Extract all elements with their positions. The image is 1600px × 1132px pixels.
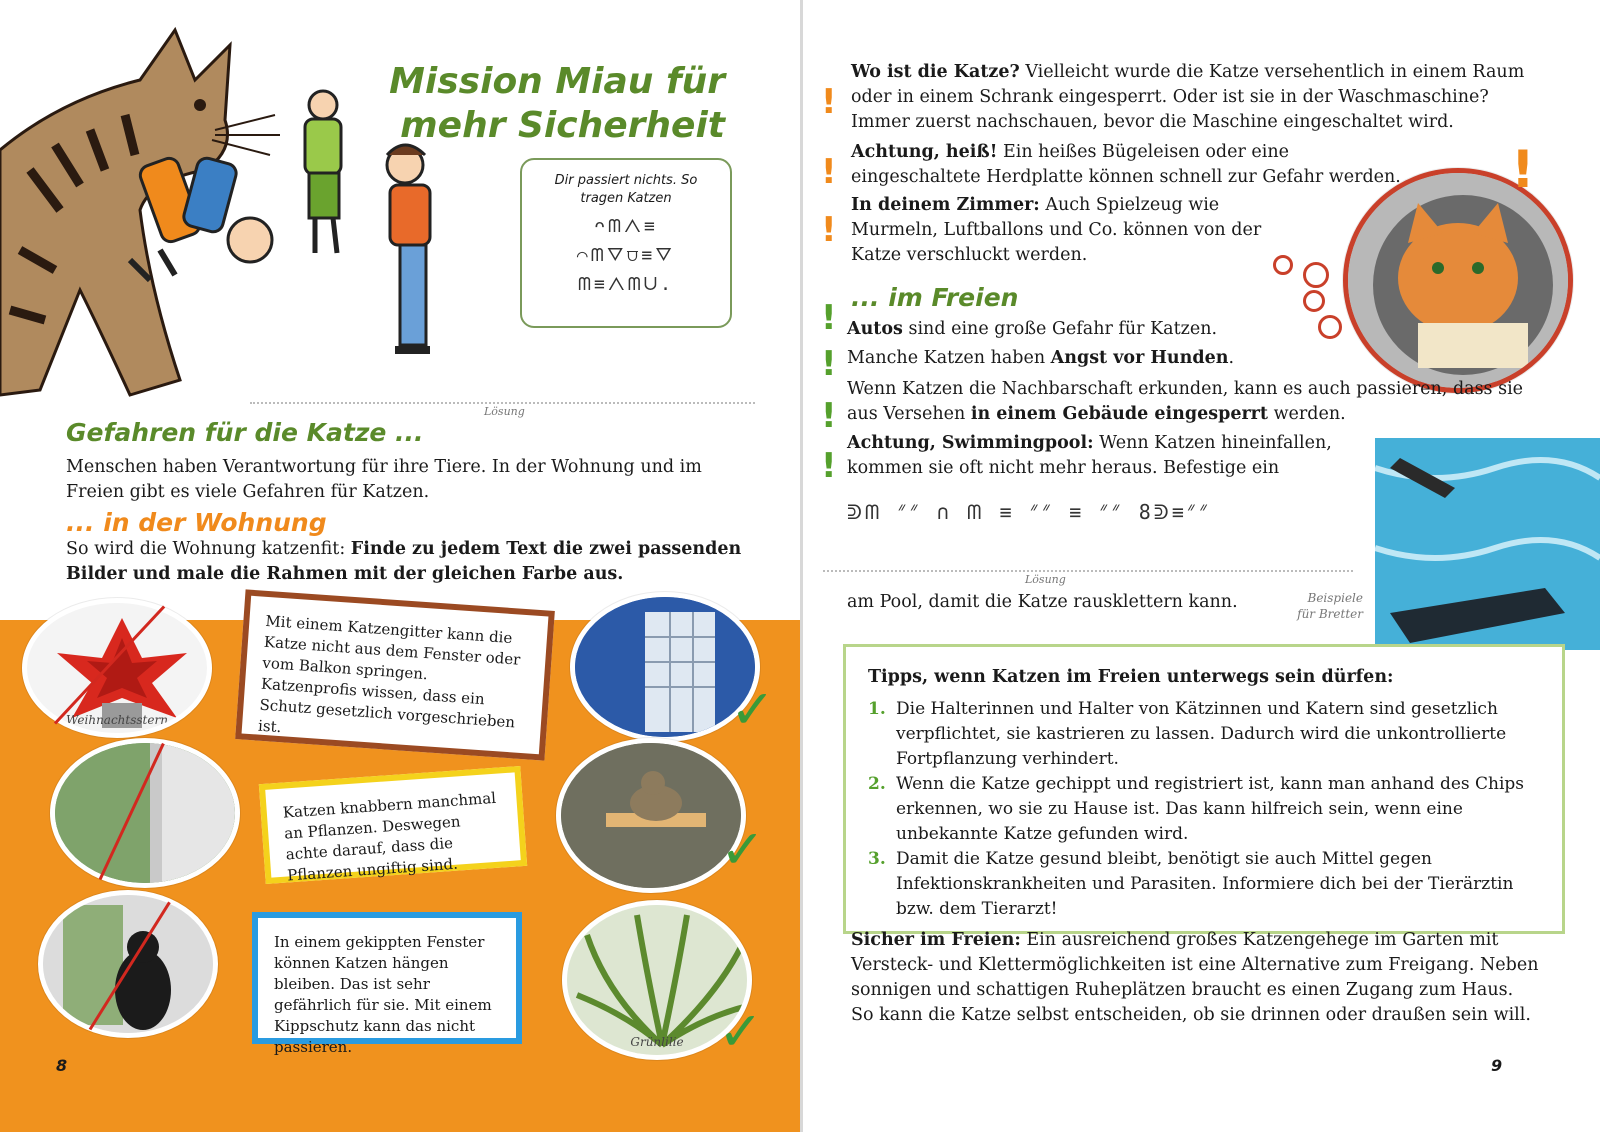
card-cat-net[interactable]	[235, 589, 555, 760]
pool-end-text: am Pool, damit die Katze rausklettern kann.	[847, 592, 1238, 612]
card-tilt-window[interactable]	[252, 912, 522, 1056]
card-tilt-window-text: In einem gekippten Fenster können Katzen hängen bleiben. Das ist sehr gefährlich für sie. Mit einem Kippschutz kann das nicht passieren.	[274, 933, 492, 1056]
safe-bold: Sicher im Freien:	[851, 930, 1021, 950]
checkmark-icon: ✓	[730, 678, 776, 741]
secret-code-line: ᗰ≡ᐱᗰᑌ.	[578, 274, 674, 295]
speech-bubble-hint: Dir passiert nichts. So tragen Katzen	[554, 173, 698, 206]
boy-illustration	[365, 140, 460, 360]
subheading-outdoor: ... im Freien	[851, 283, 1019, 312]
tip-item	[868, 772, 1540, 847]
para2-text: Ein heißes Bügeleisen oder eine eingeschaltete Herdplatte können schnell zur Gefahr werden.	[851, 142, 1401, 187]
photo-pool	[1375, 438, 1600, 650]
speech-bubble	[520, 158, 732, 328]
warning-exclamation-icon: !	[821, 82, 837, 122]
solution-line[interactable]	[250, 402, 755, 404]
page-number-right: 9	[1491, 1056, 1503, 1075]
warning-exclamation-icon: !	[821, 446, 837, 486]
solution-label: Lösung	[1025, 573, 1066, 586]
warning-exclamation-icon: !	[1511, 140, 1535, 200]
para1-text: Vielleicht wurde die Katze versehentlich in einem Raum oder in einem Schrank eingesperrt. Oder ist sie in der Waschmaschine? Immer zuerst nachschauen, bevor die Maschine eingeschaltet wird.	[851, 62, 1525, 132]
para2-bold: Achtung, heiß!	[851, 142, 998, 162]
task-bold: Finde zu jedem Text die zwei passenden Bilder und male die Rahmen mit der gleichen Farbe aus.	[66, 539, 742, 584]
tip-item	[868, 847, 1540, 922]
card-plants[interactable]	[259, 766, 527, 884]
tip-text: Die Halterinnen und Halter von Kätzinnen und Katern sind gesetzlich verpflichtet, sie kastrieren zu lassen. Dadurch wird die unkontrollierte Fortpflanzung verhindert.	[896, 699, 1507, 769]
kid-carried-illustration	[120, 140, 280, 290]
out2-bold: Angst vor Hunden	[1050, 348, 1229, 368]
photo-poinsettia[interactable]	[22, 598, 212, 738]
task-plain: So wird die Wohnung katzenfit:	[66, 539, 351, 559]
solution-label: Lösung	[484, 405, 525, 418]
para-room	[851, 193, 1301, 268]
checkmark-icon: ✓	[720, 818, 766, 881]
tips-list	[868, 697, 1540, 922]
warning-exclamation-icon: !	[821, 344, 837, 384]
outdoor-cars	[847, 317, 1407, 342]
tip-item	[868, 697, 1540, 772]
photo-cat-enclosure[interactable]	[556, 738, 746, 893]
out3-end: werden.	[1268, 404, 1346, 424]
section-heading: Gefahren für die Katze ...	[66, 418, 424, 447]
out1-bold: Autos	[847, 319, 903, 339]
thought-bubble-dot	[1303, 290, 1325, 312]
outdoor-pool	[847, 431, 1367, 481]
warning-exclamation-icon: !	[821, 396, 837, 436]
card-plants-text: Katzen knabbern manchmal an Pflanzen. Deswegen achte darauf, dass die Pflanzen ungiftig sind.	[282, 788, 497, 885]
page-number-left: 8	[56, 1056, 68, 1075]
secret-code-pool: ᕲᗰ ᐥᐥ ∩ ᗰ ≡ ᐥᐥ ≡ ᐥᐥ 8ᕲ≡ᐥᐥ	[847, 500, 1212, 524]
pool-image	[1375, 438, 1600, 650]
para1-bold: Wo ist die Katze?	[851, 62, 1020, 82]
tip-number: 2.	[868, 774, 886, 794]
out4-bold: Achtung, Swimmingpool:	[847, 433, 1094, 453]
warning-exclamation-icon: !	[821, 152, 837, 192]
tip-number: 1.	[868, 699, 886, 719]
page-title: Mission Miau für mehr Sicherheit	[389, 61, 725, 146]
para-hot	[851, 140, 1411, 190]
warning-exclamation-icon: !	[821, 210, 837, 250]
warning-exclamation-icon: !	[821, 298, 837, 338]
para3-bold: In deinem Zimmer:	[851, 195, 1040, 215]
photo-open-window[interactable]	[50, 738, 240, 888]
out3-text: Wenn Katzen die Nachbarschaft erkunden, kann es auch passieren, dass sie aus Versehen	[847, 379, 1524, 424]
safe-text: Ein ausreichend großes Katzengehege im Garten mit Versteck- und Klettermöglichkeiten ist eine Alternative zum Freigang. Neben sonnigen und schattigen Ruheplätzen braucht es einen Zugang zum Haus. So kann die Katze selbst entscheiden, ob sie drinnen oder draußen sein will.	[851, 930, 1539, 1025]
board-examples-note: Beispiele für Bretter	[1297, 591, 1363, 621]
girl-illustration	[285, 85, 365, 260]
secret-code-line: ᴖᗰᐱ≡	[594, 216, 658, 237]
para-where-is-cat	[851, 60, 1541, 135]
tip-text: Damit die Katze gesund bleibt, benötigt sie auch Mittel gegen Infektionskrankheiten und Parasiten. Informiere dich bei der Tierärztin bzw. dem Tierarzt!	[896, 849, 1514, 919]
para3-text: Auch Spielzeug wie Murmeln, Luftballons und Co. können von der Katze verschluckt werden.	[851, 195, 1262, 265]
out2-text: Manche Katzen haben	[847, 348, 1051, 368]
out4-text: Wenn Katzen hineinfallen, kommen sie oft nicht mehr heraus. Befestige ein	[847, 433, 1332, 478]
tip-number: 3.	[868, 849, 886, 869]
out3-bold: in einem Gebäude eingesperrt	[970, 404, 1268, 424]
outdoor-buildings	[847, 377, 1537, 427]
thought-bubble-dot	[1273, 255, 1293, 275]
secret-code-line: ⌒ᗰᐁ⩌≡ᐁ	[576, 245, 676, 266]
task-text	[66, 537, 766, 587]
solution-line-pool[interactable]	[823, 570, 1353, 572]
safe-outdoors-text	[851, 928, 1541, 1028]
intro-text: Menschen haben Verantwortung für ihre Tiere. In der Wohnung und im Freien gibt es viele Gefahren für Katzen.	[66, 457, 702, 502]
tips-box	[843, 644, 1565, 934]
out2-end: .	[1228, 348, 1235, 368]
caption-poinsettia: Weihnachtsstern	[66, 713, 168, 727]
caption-spider-plant: Grünlilie	[630, 1035, 684, 1049]
thought-bubble-dot	[1303, 262, 1329, 288]
subheading-wohnung: ... in der Wohnung	[66, 508, 327, 537]
outdoor-dogs	[847, 346, 1407, 371]
tips-title: Tipps, wenn Katzen im Freien unterwegs sein dürfen:	[868, 667, 1394, 687]
checkmark-icon: ✓	[718, 1000, 764, 1063]
out1-text: sind eine große Gefahr für Katzen.	[902, 319, 1218, 339]
card-cat-net-text: Mit einem Katzengitter kann die Katze nicht aus dem Fenster oder vom Balkon springen. Katzenprofis wissen, dass ein Schutz gesetzlich vorgeschrieben ist.	[257, 611, 521, 737]
tip-text: Wenn die Katze gechippt und registriert ist, kann man anhand des Chips erkennen, wo sie zu Hause ist. Das kann hilfreich sein, wenn eine unbekannte Katze gefunden wird.	[896, 774, 1525, 844]
